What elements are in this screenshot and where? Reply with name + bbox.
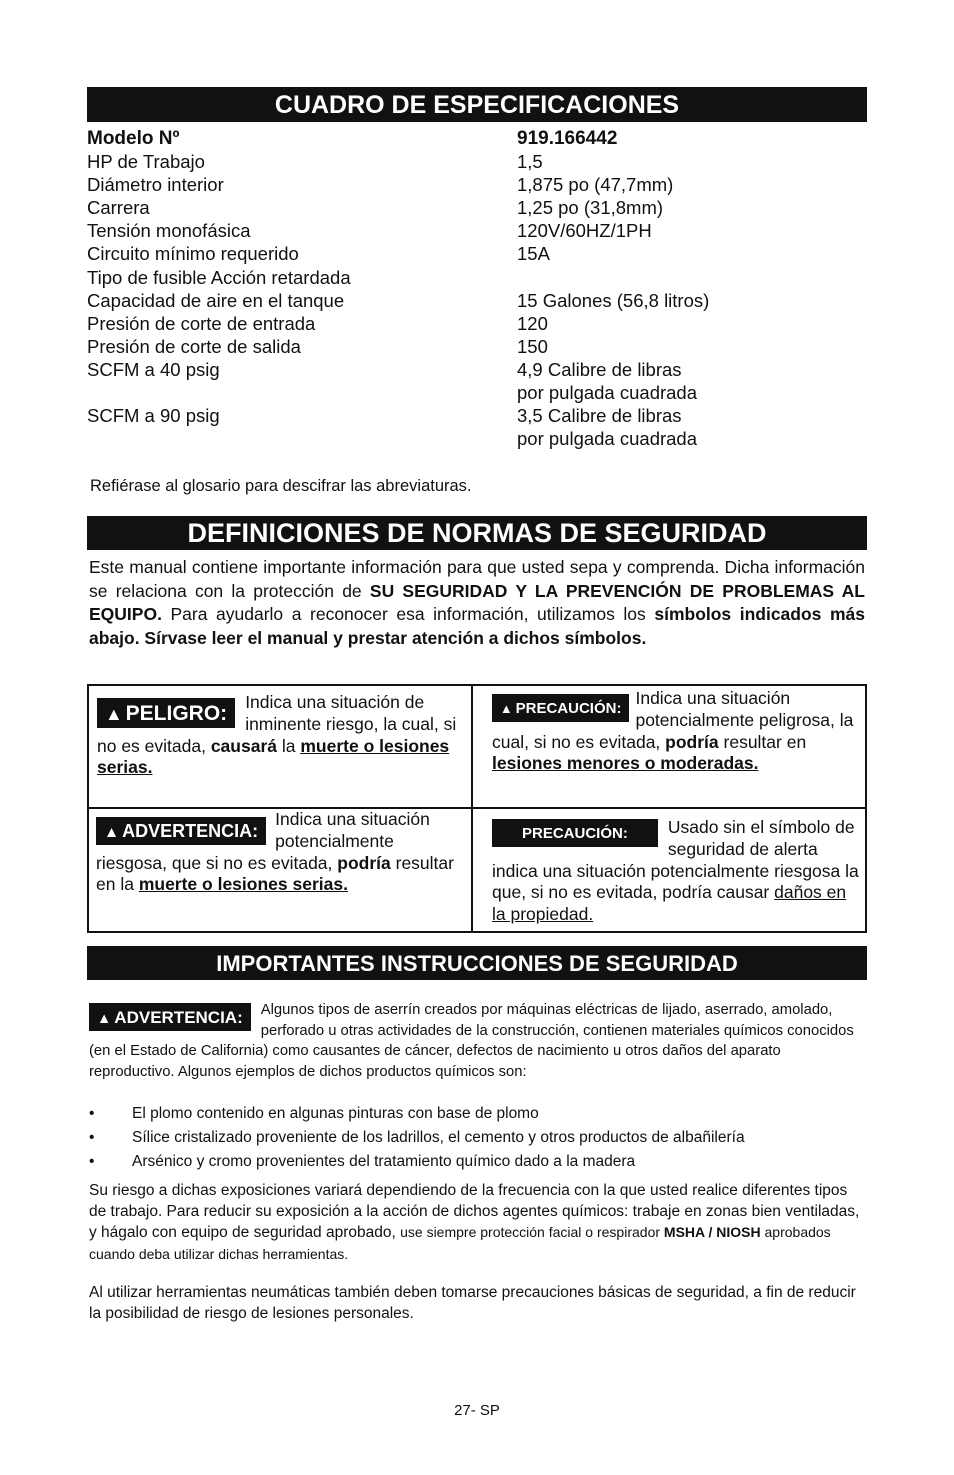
spec-row [87, 219, 867, 242]
spec-row [87, 381, 867, 404]
spec-rows [87, 150, 867, 450]
spec-label: Tipo de fusible Acción retardada [87, 266, 351, 288]
spec-label [87, 427, 517, 450]
spec-label: Presión de corte de entrada [87, 312, 316, 334]
spec-value: 15A [517, 243, 550, 265]
spec-value: por pulgada cuadrada [517, 428, 698, 450]
bullet-icon: • [89, 1105, 95, 1122]
spec-header-value: 919.166442 [517, 128, 618, 149]
definitions-intro [89, 556, 865, 650]
spec-label: Circuito mínimo requerido [87, 243, 299, 265]
precaucion-alert-bold: podría [665, 731, 719, 752]
advertencia-badge-2 [89, 1003, 251, 1031]
spec-row [87, 266, 867, 289]
warning-triangle-icon: ▲ [105, 704, 123, 724]
spec-value: 1,25 po (31,8mm) [517, 197, 664, 219]
spec-label: SCFM a 40 psig [87, 358, 220, 380]
precaucion-plain-text: Usado sin el símbolo de seguridad de alerta indica una situación potencialmente riesgosa la que, si no es evitada, podría causar [492, 817, 859, 903]
list-item [89, 1151, 866, 1175]
signal-word-table [87, 684, 867, 933]
advertencia-underline: muerte o lesiones serias. [138, 874, 348, 895]
peligro-text-2: la [277, 735, 301, 756]
cell-precaucion-alert [492, 688, 858, 775]
list-item-text: Sílice cristalizado proveniente de los ladrillos, el cemento y otros productos de albañilería [132, 1129, 745, 1146]
instructions-section-title: IMPORTANTES INSTRUCCIONES DE SEGURIDAD [87, 946, 867, 980]
exposure-bold: MSHA / NIOSH [663, 1224, 761, 1240]
list-item-text: El plomo contenido en algunas pinturas con base de plomo [132, 1105, 539, 1122]
precaucion-alert-badge [492, 694, 629, 722]
advertencia-badge-2-label: ADVERTENCIA: [114, 1008, 243, 1027]
spec-label [87, 381, 517, 404]
peligro-badge-label: PELIGRO: [125, 702, 228, 725]
spec-value: 150 [517, 335, 548, 357]
peligro-text-1: Indica una situación de inminente riesgo, la cual, si no es evitada, [97, 692, 457, 756]
advertencia-badge [96, 817, 266, 845]
warning-triangle-icon: ▲ [97, 1011, 112, 1027]
advertencia-text-2: resultar en la [96, 852, 454, 895]
list-item [89, 1103, 866, 1127]
cell-advertencia [96, 809, 462, 896]
advertencia-bold: podría [337, 852, 391, 873]
spec-header-label: Modelo Nº [87, 128, 180, 149]
california-warning-text: Algunos tipos de aserrín creados por máquinas eléctricas de lijado, aserrado, amolado, perforado u otras actividades de la construcción, contienen materiales químicos conocidos (en el Estado de California) como causantes de cáncer, defectos de nacimiento u otros daños del aparato reproductivo. Algunos ejemplos de dichos productos químicos son: [89, 1002, 854, 1080]
spec-value: 1,5 [517, 151, 543, 173]
warning-triangle-icon: ▲ [104, 824, 120, 841]
precaucion-alert-badge-label: PRECAUCIÓN: [515, 700, 622, 717]
cell-precaucion-plain [492, 817, 860, 926]
spec-table [87, 127, 867, 450]
abbreviation-note: Refiérase al glosario para descifrar las abreviaturas. [90, 477, 472, 495]
peligro-bold: causará [210, 735, 277, 756]
spec-label: Capacidad de aire en el tanque [87, 289, 345, 311]
spec-row [87, 427, 867, 450]
spec-value: 15 Galones (56,8 litros) [517, 289, 710, 311]
precaucion-plain-underline: daños en la propiedad. [492, 882, 847, 925]
precaucion-alert-text-2: resultar en [718, 731, 807, 752]
spec-label: SCFM a 90 psig [87, 405, 220, 427]
spec-row [87, 173, 867, 196]
bullet-icon: • [89, 1153, 95, 1170]
spec-row [87, 404, 867, 427]
spec-value [517, 266, 867, 289]
pneumatic-paragraph: Al utilizar herramientas neumáticas también deben tomarse precauciones básicas de seguridad, a fin de reducir la posibilidad de riesgo de lesiones personales. [89, 1284, 856, 1322]
precaucion-alert-text-1: Indica una situación potencialmente peligrosa, la cual, si no es evitada, [492, 688, 854, 752]
precaucion-plain-badge: PRECAUCIÓN: [492, 819, 658, 847]
spec-label: Tensión monofásica [87, 220, 251, 242]
definitions-section-title: DEFINICIONES DE NORMAS DE SEGURIDAD [87, 516, 867, 550]
spec-row [87, 289, 867, 312]
spec-row [87, 150, 867, 173]
spec-value: 3,5 Calibre de libras [517, 405, 682, 427]
advertencia-badge-label: ADVERTENCIA: [122, 821, 259, 841]
exposure-text: Su riesgo a dichas exposiciones variará dependiendo de la frecuencia con la que usted realice diferentes tipos de trabajo. Para reducir su exposición a la acción de dichos agentes químicos: trabaje en zonas bien ventiladas, y hágalo con equipo de seguridad aprobado, [89, 1182, 860, 1241]
spec-section-title: CUADRO DE ESPECIFICACIONES [87, 87, 867, 122]
spec-row [87, 358, 867, 381]
spec-header-row [87, 127, 867, 150]
exposure-small-2: aprobados cuando deba utilizar dichas herramientas. [89, 1224, 831, 1262]
intro-text-2: Para ayudarlo a reconocer esa información, utilizamos los [161, 604, 655, 624]
chemical-list [89, 1103, 866, 1175]
spec-label: Carrera [87, 197, 150, 219]
spec-row [87, 335, 867, 358]
bullet-icon: • [89, 1129, 95, 1146]
california-warning [89, 1000, 866, 1082]
spec-row [87, 312, 867, 335]
spec-row [87, 242, 867, 265]
page-number: 27- SP [454, 1402, 500, 1419]
spec-label: HP de Trabajo [87, 151, 205, 173]
spec-value: 4,9 Calibre de libras [517, 358, 682, 380]
warning-triangle-icon: ▲ [500, 701, 513, 716]
peligro-badge [97, 698, 235, 728]
advertencia-text-1: Indica una situación potencialmente riesgosa, que si no es evitada, [96, 809, 430, 873]
list-item [89, 1127, 866, 1151]
spec-value: 1,875 po (47,7mm) [517, 174, 674, 196]
cell-peligro [97, 692, 461, 779]
spec-label: Diámetro interior [87, 174, 224, 196]
spec-value: 120V/60HZ/1PH [517, 220, 652, 242]
exposure-small-1: use siempre protección facial o respirador [400, 1224, 664, 1240]
exposure-paragraph [89, 1181, 866, 1265]
intro-bold-2: símbolos indicados más abajo. Sírvase leer el manual y prestar atención a dichos símbolos. [89, 604, 865, 648]
spec-value: por pulgada cuadrada [517, 382, 698, 404]
peligro-underline: muerte o lesiones serias. [97, 735, 450, 778]
precaucion-alert-underline: lesiones menores o moderadas. [492, 753, 759, 774]
intro-bold-1: SU SEGURIDAD Y LA PREVENCIÓN DE PROBLEMAS AL EQUIPO. [89, 580, 866, 624]
spec-label: Presión de corte de salida [87, 335, 301, 357]
intro-text-1: Este manual contiene importante información para que usted sepa y comprenda. Dicha información se relaciona con la protección de [89, 557, 865, 601]
list-item-text: Arsénico y cromo provenientes del tratamiento químico dado a la madera [132, 1153, 636, 1170]
spec-row [87, 196, 867, 219]
spec-value: 120 [517, 312, 548, 334]
